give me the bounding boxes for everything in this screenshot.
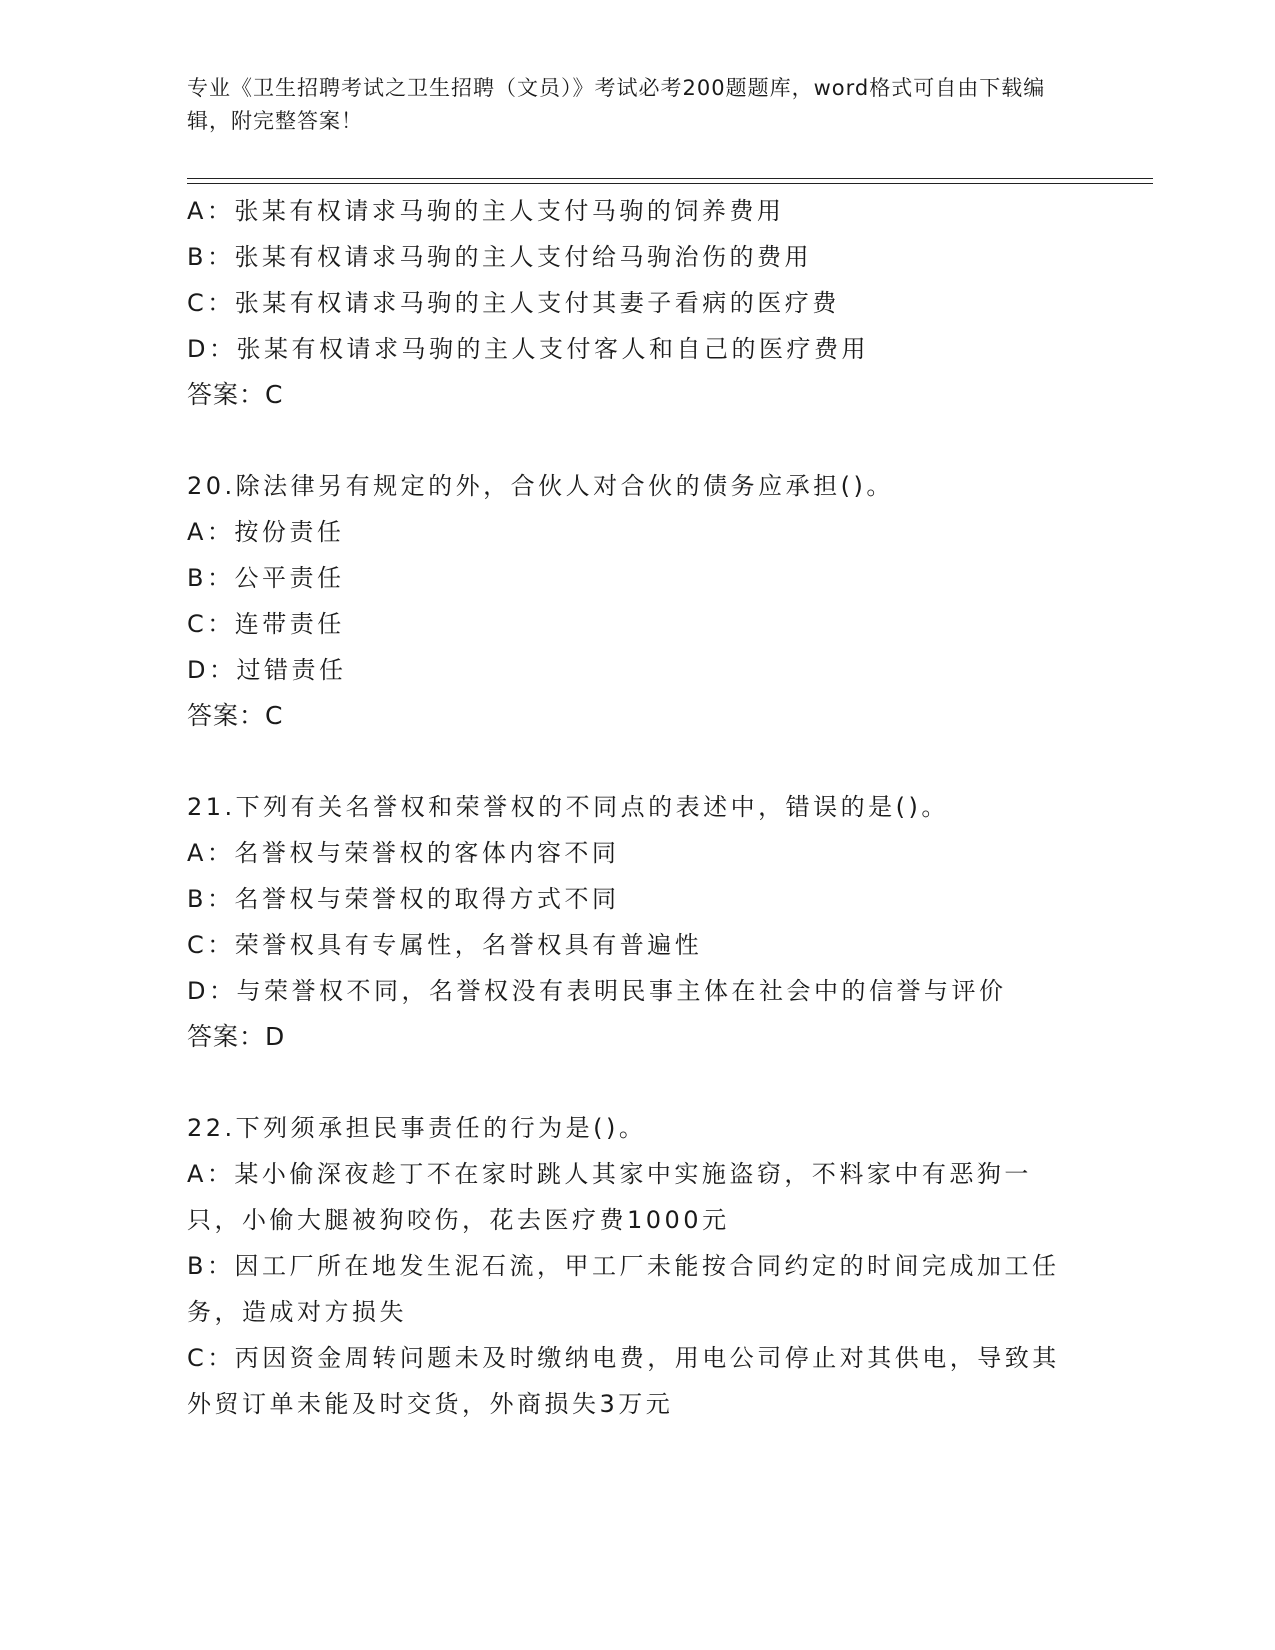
header-divider-top <box>187 178 1153 179</box>
option-c: C：荣誉权具有专属性，名誉权具有普遍性 <box>187 931 703 959</box>
document-header: 专业《卫生招聘考试之卫生招聘（文员）》考试必考200题题库，word格式可自由下载编辑，附完整答案！ <box>187 76 1046 133</box>
option-b: B：因工厂所在地发生泥石流，甲工厂未能按合同约定的时间完成加工任务，造成对方损失 <box>187 1252 1060 1326</box>
option-a: A：某小偷深夜趁丁不在家时跳人其家中实施盗窃，不料家中有恶狗一只，小偷大腿被狗咬伤，花去医疗费1000元 <box>187 1160 1032 1234</box>
question-text: 21.下列有关名誉权和荣誉权的不同点的表述中，错误的是()。 <box>187 793 949 821</box>
question-20 <box>187 463 1087 739</box>
answer: 答案：C <box>187 380 284 409</box>
spacer <box>187 418 1087 463</box>
option-a: A：名誉权与荣誉权的客体内容不同 <box>187 839 620 867</box>
option-d: D：张某有权请求马驹的主人支付客人和自己的医疗费用 <box>187 335 869 363</box>
header-divider-bottom <box>187 183 1153 184</box>
option-b: B：张某有权请求马驹的主人支付给马驹治伤的费用 <box>187 243 812 271</box>
option-c: C：丙因资金周转问题未及时缴纳电费，用电公司停止对其供电，导致其外贸订单未能及时交货，外商损失3万元 <box>187 1344 1060 1418</box>
option-a: A：张某有权请求马驹的主人支付马驹的饲养费用 <box>187 197 785 225</box>
option-b: B：公平责任 <box>187 564 345 592</box>
option-c: C：张某有权请求马驹的主人支付其妻子看病的医疗费 <box>187 289 840 317</box>
option-a: A：按份责任 <box>187 518 345 546</box>
answer: 答案：D <box>187 1022 286 1051</box>
question-text: 20.除法律另有规定的外，合伙人对合伙的债务应承担()。 <box>187 472 894 500</box>
question-text: 22.下列须承担民事责任的行为是()。 <box>187 1114 647 1142</box>
option-c: C：连带责任 <box>187 610 345 638</box>
spacer <box>187 1060 1087 1105</box>
question-19 <box>187 188 1087 418</box>
question-21 <box>187 784 1087 1060</box>
spacer <box>187 739 1087 784</box>
option-d: D：过错责任 <box>187 656 347 684</box>
answer: 答案：C <box>187 701 284 730</box>
document-body <box>187 188 1087 1427</box>
option-d: D：与荣誉权不同，名誉权没有表明民事主体在社会中的信誉与评价 <box>187 977 1007 1005</box>
question-22 <box>187 1105 1087 1427</box>
option-b: B：名誉权与荣誉权的取得方式不同 <box>187 885 620 913</box>
